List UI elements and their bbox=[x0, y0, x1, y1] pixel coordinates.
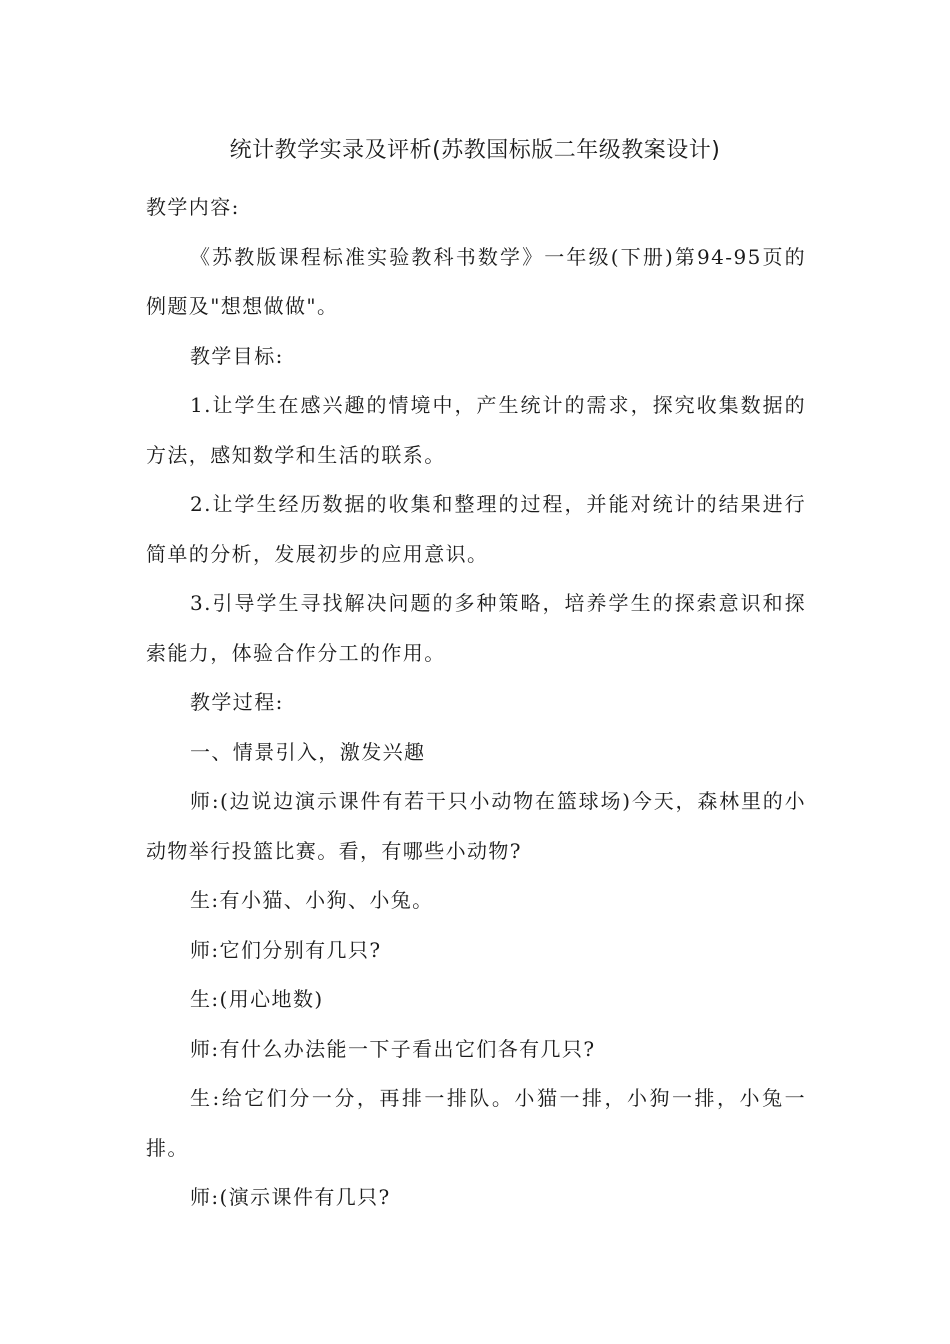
paragraph: 师:它们分别有几只? bbox=[190, 937, 382, 962]
paragraph: 1.让学生在感兴趣的情境中，产生统计的需求，探究收集数据的方法，感知数学和生活的联系。 bbox=[146, 393, 806, 467]
paragraph: 教学过程: bbox=[190, 690, 284, 714]
paragraph: 师:有什么办法能一下子看出它们各有几只? bbox=[190, 1036, 596, 1061]
paragraph: 教学目标: bbox=[190, 343, 284, 368]
paragraph: 师:(边说边演示课件有若干只小动物在篮球场)今天，森林里的小动物举行投篮比赛。看，有哪些小动物? bbox=[146, 789, 806, 863]
paragraph: 生:有小猫、小狗、小兔。 bbox=[190, 888, 434, 912]
paragraph: 《苏教版课程标准实验教科书数学》一年级(下册)第94-95页的例题及"想想做做"。 bbox=[146, 244, 806, 318]
paragraph: 师:(演示课件有几只? bbox=[190, 1185, 391, 1209]
paragraph: 2.让学生经历数据的收集和整理的过程，并能对统计的结果进行简单的分析，发展初步的应用意识。 bbox=[146, 492, 806, 566]
paragraph: 一、情景引入，激发兴趣 bbox=[190, 739, 426, 764]
paragraph: 生:(用心地数) bbox=[190, 987, 324, 1011]
paragraph: 教学内容: bbox=[146, 195, 240, 219]
document-title: 统计教学实录及评析(苏教国标版二年级教案设计) bbox=[229, 138, 721, 163]
document-body bbox=[146, 183, 806, 1223]
paragraph: 生:给它们分一分，再排一排队。小猫一排，小狗一排，小兔一排。 bbox=[146, 1086, 806, 1160]
paragraph: 3.引导学生寻找解决问题的多种策略，培养学生的探索意识和探索能力，体验合作分工的作用。 bbox=[146, 591, 806, 665]
